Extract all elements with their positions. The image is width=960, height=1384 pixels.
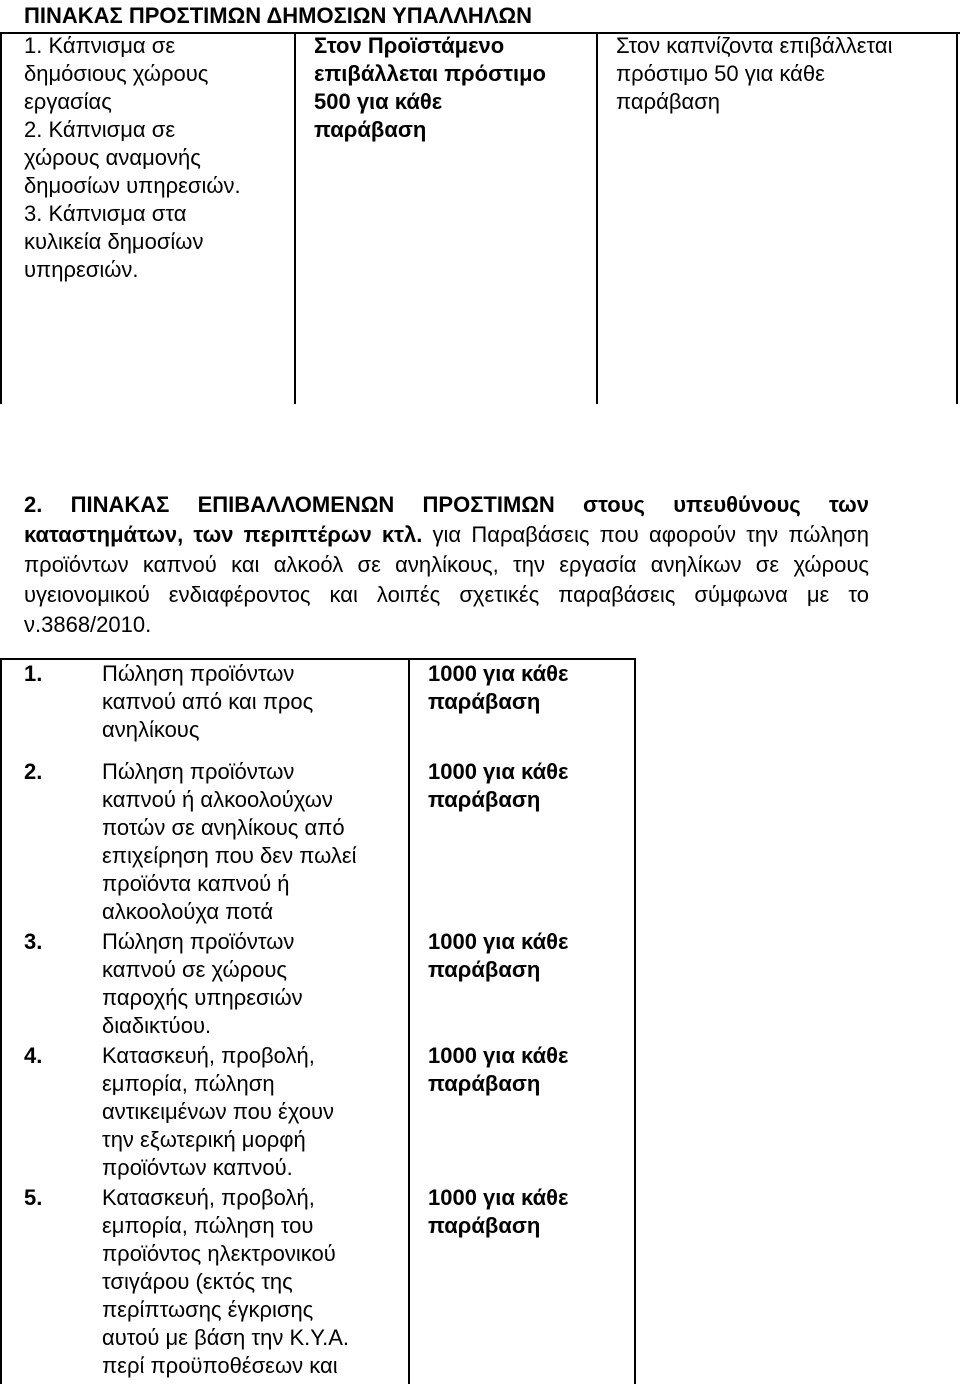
table2-row-1-description: Πώληση προϊόντων καπνού από και προς ανηλίκους — [102, 661, 314, 742]
table1-col-divider-right — [956, 32, 958, 404]
table2-row-4-description: Κατασκευή, προβολή, εμπορία, πώληση αντικειμένων που έχουν την εξωτερική μορφή προϊόντων καπνού. — [102, 1043, 335, 1180]
section2-heading: 2. ΠΙΝΑΚΑΣ ΕΠΙΒΑΛΛΟΜΕΝΩΝ ΠΡΟΣΤΙΜΩΝ στους υπευθύνους των καταστημάτων, των περιπτέρων κτλ. για Παραβάσεις που αφορούν την πώληση προϊόντων καπνού και αλκοόλ σε ανηλίκους, την εργασία ανηλίκων σε χώρους υγειονομικού ενδιαφέροντος και λοιπές σχετικές παραβάσεις σύμφωνα με το ν.3868/2010. — [24, 492, 869, 637]
table2-row-3-description: Πώληση προϊόντων καπνού σε χώρους παροχής υπηρεσιών διαδικτύου. — [102, 929, 303, 1038]
table2-row-5-fine: 1000 για κάθε παράβαση — [428, 1185, 569, 1238]
table2-row-4-fine: 1000 για κάθε παράβαση — [428, 1043, 569, 1096]
table2-row-1-fine: 1000 για κάθε παράβαση — [428, 661, 569, 714]
table2-col-divider-1 — [408, 658, 410, 1384]
table2-row-5-number: 5. — [24, 1185, 43, 1210]
table1-col1-offences: 1. Κάπνισμα σε δημόσιους χώρους εργασίας 2. Κάπνισμα σε χώρους αναμονής δημοσίων υπηρεσιών. 3. Κάπνισμα στα κυλικεία δημοσίων υπηρεσιών. — [24, 33, 241, 282]
table2-row-4-number: 4. — [24, 1043, 43, 1068]
table2-left-border — [0, 658, 2, 1384]
table2-right-border — [634, 658, 636, 1384]
table1-title: ΠΙΝΑΚΑΣ ΠΡΟΣΤΙΜΩΝ ΔΗΜΟΣΙΩΝ ΥΠΑΛΛΗΛΩΝ — [24, 3, 533, 28]
table2-row-1-number: 1. — [24, 661, 43, 686]
table2-row-2-fine: 1000 για κάθε παράβαση — [428, 759, 569, 812]
table2-row-3-number: 3. — [24, 929, 43, 954]
table1-col2-supervisor-fine: Στον Προϊστάμενο επιβάλλεται πρόστιμο 500 για κάθε παράβαση — [314, 33, 546, 142]
table1-col-divider-left — [0, 32, 2, 404]
table2-row-3-fine: 1000 για κάθε παράβαση — [428, 929, 569, 982]
table1-col-divider-2 — [596, 32, 598, 404]
table2-row-5-description: Κατασκευή, προβολή, εμπορία, πώληση του προϊόντος ηλεκτρονικού τσιγάρου (εκτός της περίπτωσης έγκρισης αυτού με βάση την Κ.Υ.Α. περί προϋποθέσεων και — [102, 1185, 349, 1378]
table1-col-divider-1 — [294, 32, 296, 404]
table2-row-2-number: 2. — [24, 759, 43, 784]
table1-col3-smoker-fine: Στον καπνίζοντα επιβάλλεται πρόστιμο 50 για κάθε παράβαση — [616, 33, 893, 114]
table2-row-2-description: Πώληση προϊόντων καπνού ή αλκοολούχων ποτών σε ανηλίκους από επιχείρηση που δεν πωλεί προϊόντα καπνού ή αλκοολούχα ποτά — [102, 759, 357, 924]
